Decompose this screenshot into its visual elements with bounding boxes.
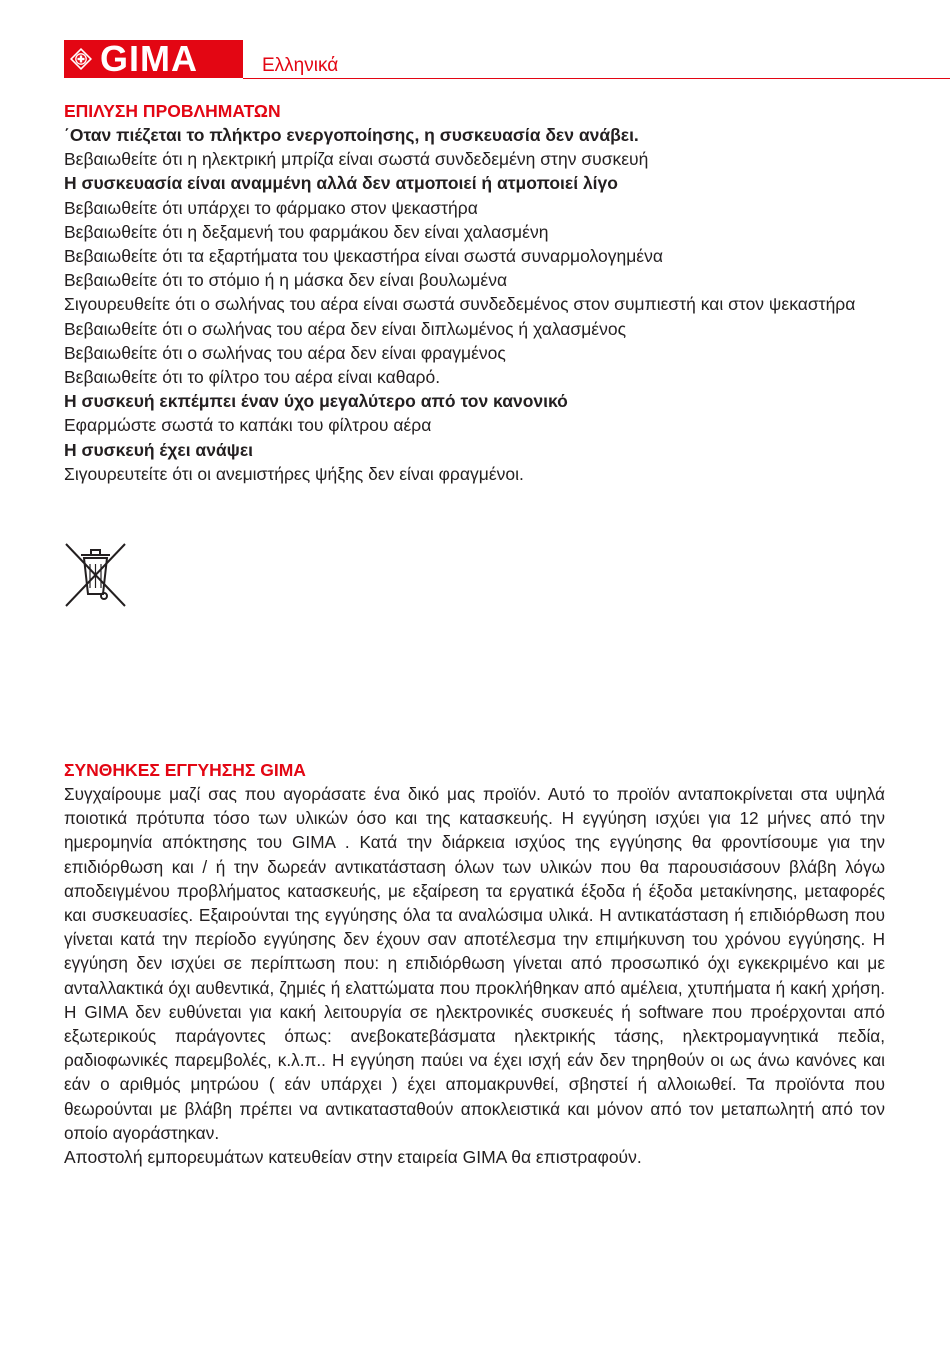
gima-logo bbox=[64, 40, 243, 78]
solution-line: Βεβαιωθείτε ότι ο σωλήνας του αέρα δεν είναι διπλωμένος ή χαλασμένος bbox=[64, 318, 627, 339]
warranty-closing: Αποστολή εμπορευμάτων κατευθείαν στην εταιρεία GIMA θα επιστραφούν. bbox=[64, 1147, 642, 1168]
solution-line: Βεβαιωθείτε ότι υπάρχει το φάρμακο στον ψεκαστήρα bbox=[64, 197, 478, 218]
solution-line: Σιγουρευθείτε ότι ο σωλήνας του αέρα είναι σωστά συνδεδεμένος στον συμπιεστή και στον ψεκαστήρα bbox=[64, 294, 856, 315]
warranty-section bbox=[64, 758, 885, 1169]
solution-line: Βεβαιωθείτε ότι το στόμιο ή η μάσκα δεν είναι βουλωμένα bbox=[64, 270, 508, 291]
troubleshooting-list bbox=[64, 123, 885, 486]
problem-heading: Η συσκευή έχει ανάψει bbox=[64, 439, 254, 460]
crossed-out-wheelie-bin-icon bbox=[64, 542, 127, 608]
troubleshooting-section bbox=[64, 99, 885, 486]
solution-line: Βεβαιωθείτε ότι η δεξαμενή του φαρμάκου δεν είναι χαλασμένη bbox=[64, 221, 549, 242]
solution-line: Βεβαιωθείτε ότι η ηλεκτρική μπρίζα είναι σωστά συνδεδεμένη στην συσκευή bbox=[64, 149, 649, 170]
language-label: Ελληνικά bbox=[262, 55, 339, 76]
problem-heading: Η συσκευή εκπέμπει έναν ύχο μεγαλύτερο από τον κανονικό bbox=[64, 391, 568, 412]
solution-line: Βεβαιωθείτε ότι ο σωλήνας του αέρα δεν είναι φραγμένος bbox=[64, 342, 506, 363]
problem-heading: Η συσκευασία είναι αναμμένη αλλά δεν ατμοποιεί ή ατμοποιεί λίγο bbox=[64, 173, 618, 194]
solution-line: Βεβαιωθείτε ότι τα εξαρτήματα του ψεκαστήρα είναι σωστά συναρμολογημένα bbox=[64, 246, 663, 267]
warranty-body: Συγχαίρουμε μαζί σας που αγοράσατε ένα δικό μας προϊόν. Αυτό το προϊόν ανταποκρίνεται στα υψηλά ποιοτικά πρότυπα τόσο των υλικών όσο και της κατασκευής. Η εγγύηση ισχύει για 12 μήνες από την ημερομηνία απόκτησης του GIMA . Κατά την διάρκεια ισχύος της εγγύησης θα φροντίσουμε για την επιδιόρθωση και / ή την δωρεάν αντικατάσταση όλων των υλικών που θα παρουσιάσουν βλάβη λόγω αποδειγμένου προβλήματος κατασκευής, με εξαίρεση τα εργατικά έξοδα ή έξοδα μετακίνησης, μεταφορές και συσκευασίες. Εξαιρούνται της εγγύησης όλα τα αναλώσιμα υλικά. Η αντικατάσταση ή επιδιόρθωση που γίνεται κατά την περίοδο εγγύησης δεν έχουν σαν αποτέλεσμα την επιμήκυνση του χρόνου εγγύησης. Η εγγύηση δεν ισχύει σε περίπτωση που: η επιδιόρθωση γίνεται από προσωπικό όχι εγκεκριμένο και με ανταλλακτικά όχι αυθεντικά, ζημιές ή ελαττώματα που προκλήθηκαν από αμέλεια, χτυπήματα ή κακή χρήση. Η GIMA δεν ευθύνεται για κακή λειτουργία σε ηλεκτρονικές συσκευές ή software που προέρχονται από εξωτερικούς παράγοντες όπως: ανεβοκατεβάσματα ηλεκτρικής τάσης, ηλεκτρομαγνητικά πεδία, ραδιοφωνικές παρεμβολές, κ.λ.π.. Η εγγύηση παύει να έχει ισχή εάν δεν τηρηθούν οι ως άνω κανόνες και εάν ο αριθμός μητρώου ( εάν υπάρχει ) έχει απομακρυνθεί, σβηστεί ή αλλοιωθεί. Τα προϊόντα που θεωρούνται με βλάβη πρέπει να αντικατασταθούν αποκλειστικά και μόνον από τον μεταπωλητή από τον οποίο αγοράστηκαν. bbox=[64, 784, 885, 1143]
solution-line: Σιγουρευτείτε ότι οι ανεμιστήρες ψήξης δεν είναι φραγμένοι. bbox=[64, 463, 524, 484]
logo-wordmark: GIMA bbox=[100, 38, 198, 79]
solution-line: Βεβαιωθείτε ότι το φίλτρο του αέρα είναι καθαρό. bbox=[64, 367, 441, 388]
problem-heading: ΄Οταν πιέζεται το πλήκτρο ενεργοποίησης, η συσκευασία δεν ανάβει. bbox=[64, 125, 639, 145]
solution-line: Εφαρμώστε σωστά το καπάκι του φίλτρου αέρα bbox=[64, 415, 432, 436]
page-header bbox=[64, 40, 950, 80]
warranty-title: ΣΥΝΘΗΚΕΣ ΕΓΓΥΗΣΗΣ GIMA bbox=[64, 760, 306, 780]
gima-emblem-icon bbox=[70, 48, 92, 70]
troubleshooting-title: ΕΠΙΛΥΣΗ ΠΡΟΒΛΗΜΑΤΩΝ bbox=[64, 101, 281, 121]
header-divider bbox=[243, 78, 950, 79]
